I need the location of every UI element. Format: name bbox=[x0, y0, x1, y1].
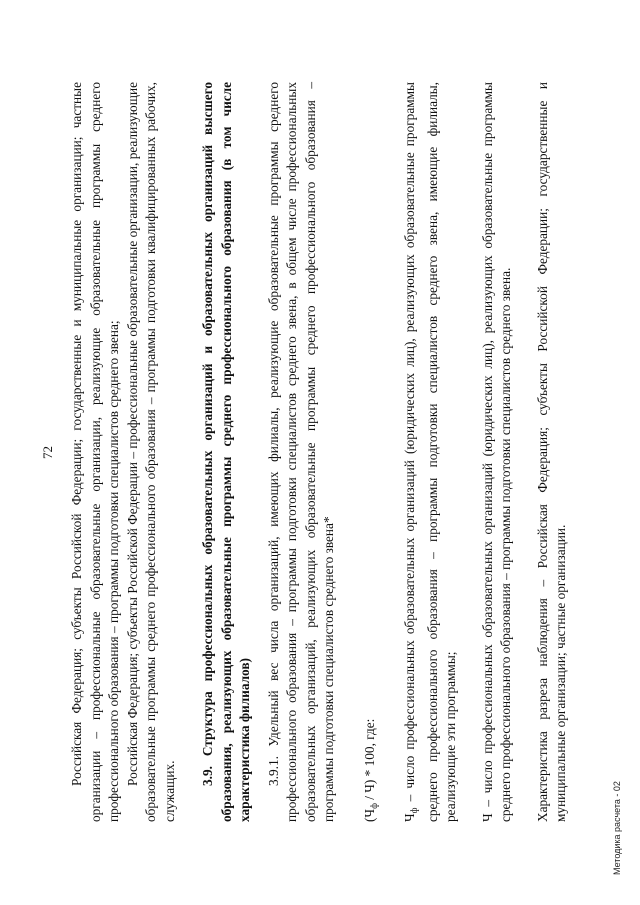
observation-characteristic: Характеристика разреза наблюдения – Российская Федерация; субъекты Российской Федерации; государственные и муниципальные организации; частные организации. bbox=[534, 82, 568, 822]
definition-symbol: Ч bbox=[402, 813, 417, 822]
paragraph-observation-section-1: Российская Федерация; субъекты Российской Федерации; государственные и муниципальные организации; частные организации – профессиональные образовательные организации, реализующие образовательные программы среднего профессионального образования – программы подготовки специалистов среднего звена; bbox=[69, 82, 121, 822]
formula-subscript: ф bbox=[368, 803, 379, 809]
definition-item bbox=[479, 82, 516, 822]
definition-item bbox=[401, 82, 461, 822]
definition-text: – число профессиональных образовательных организаций (юридических лиц), реализующих образовательные программы среднего профессионального образования – программы подготовки специалистов среднего звена, имеющие филиалы, реализующие эти программы; bbox=[402, 82, 458, 822]
indicator-paragraph: 3.9.1. Удельный вес числа организаций, имеющих филиалы, реализующие образовательные программы среднего профессионального образования – программы подготовки специалистов среднего звена, в общем числе профессиональных образовательных организаций, реализующих образовательные программы среднего профессионального образования – программы подготовки специалистов среднего звена* bbox=[265, 82, 336, 822]
definition-text: – число профессиональных образовательных организаций (юридических лиц), реализующих образовательные программы среднего профессионального образования – программы подготовки специалистов среднего звена. bbox=[479, 82, 513, 822]
formula bbox=[361, 82, 384, 822]
definition-symbol: Ч bbox=[479, 813, 495, 822]
footer-note: Методика расчета - 02 bbox=[612, 781, 622, 875]
page-content bbox=[68, 82, 571, 822]
section-heading: 3.9. Структура профессиональных образовательных организаций и образовательных организаций высшего образования, реализующих образовательные программы среднего профессионального образования (в том числе характеристика филиалов) bbox=[200, 82, 252, 822]
page-number: 72 bbox=[40, 446, 55, 459]
formula-left: (Ч bbox=[361, 808, 377, 822]
formula-right: / Ч) * 100, где: bbox=[361, 718, 377, 804]
paragraph-observation-section-2: Российская Федерация; субъекты Российской Федерации – профессиональные образовательные организации, реализующие образовательные программы среднего профессионального образования – программы подготовки квалифицированных рабочих, служащих. bbox=[124, 82, 177, 822]
definition-subscript: ф bbox=[409, 807, 419, 814]
